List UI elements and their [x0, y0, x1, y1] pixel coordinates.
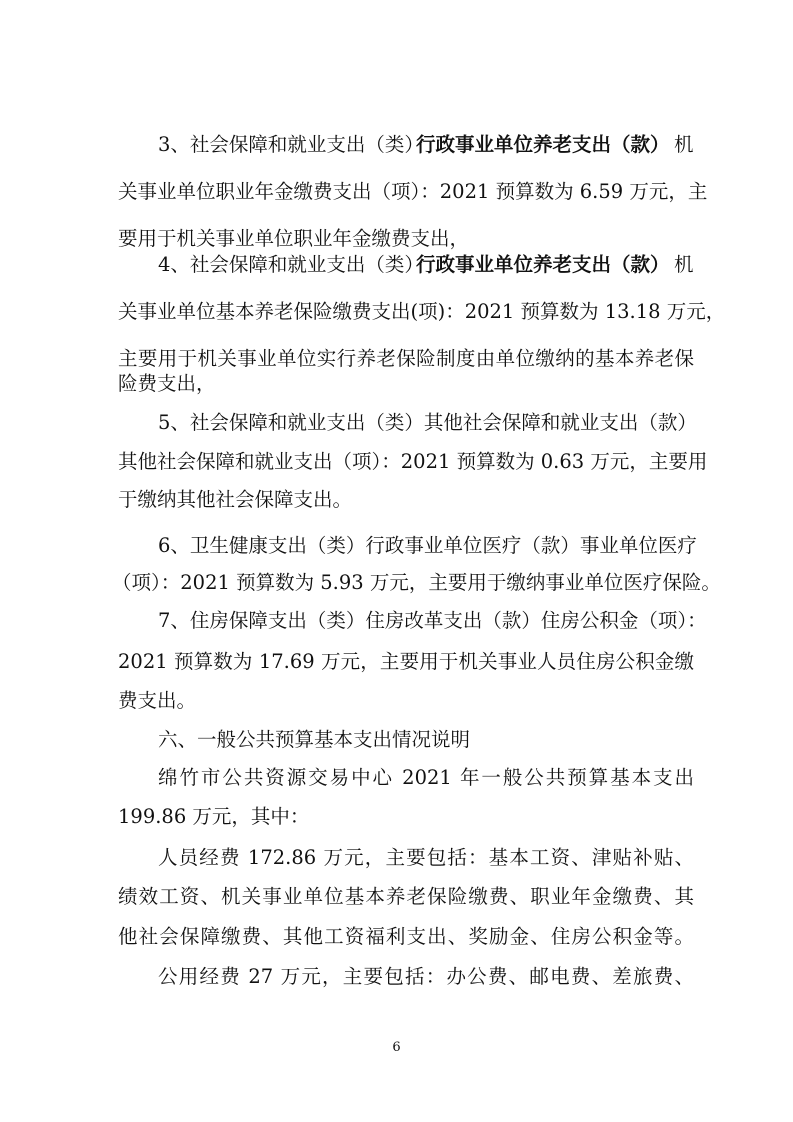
paragraph-7-line-2-text-1: 2021 预算数为 17.69 万元，主要用于机关事业人员住房公积金缴 — [118, 650, 694, 673]
paragraph-7-line-1 — [0, 601, 793, 641]
paragraph-6-line-2 — [0, 563, 793, 603]
paragraph-4-line-1 — [0, 245, 793, 285]
paragraph-3-line-1-text-1: 3、社会保障和就业支出（类） — [158, 133, 424, 156]
paragraph-4-line-1-text-3: 机 — [674, 253, 694, 276]
paragraph-6-line-2-text-1: （项）：2021 预算数为 5.93 万元，主要用于缴纳事业单位医疗保险。 — [112, 571, 721, 594]
paragraph-3-line-1-text-2: 行政事业单位养老支出（款） — [416, 133, 670, 156]
paragraph-5-line-2 — [0, 442, 793, 482]
paragraph-4-line-4-text-1: 险费支出， — [118, 372, 216, 395]
page-number: 6 — [392, 1040, 401, 1055]
paragraph-5-line-1 — [0, 403, 793, 443]
public-expense-line-1-text-1: 公用经费 27 万元，主要包括：办公费、邮电费、差旅费、 — [158, 965, 694, 988]
personnel-line-1 — [0, 838, 793, 878]
intro-line-2 — [0, 797, 793, 837]
personnel-line-2-text-1: 绩效工资、机关事业单位基本养老保险缴费、职业年金缴费、其 — [118, 885, 694, 908]
paragraph-7-line-2 — [0, 642, 793, 682]
paragraph-6-line-1 — [0, 526, 793, 566]
section-heading-text-1: 六、一般公共预算基本支出情况说明 — [158, 728, 471, 751]
paragraph-4-line-4 — [0, 364, 793, 404]
paragraph-5-line-2-text-1: 其他社会保障和就业支出（项）：2021 预算数为 0.63 万元，主要用 — [118, 450, 708, 473]
paragraph-4-line-1-text-1: 4、社会保障和就业支出（类） — [158, 253, 424, 276]
section-heading — [0, 720, 793, 760]
paragraph-3-line-2-text-1: 关事业单位职业年金缴费支出（项）：2021 预算数为 6.59 万元，主 — [118, 180, 708, 203]
paragraph-7-line-1-text-1: 7、住房保障支出（类）住房改革支出（款）住房公积金（项）： — [158, 609, 707, 632]
paragraph-3-line-3-text-1: 要用于机关事业单位职业年金缴费支出， — [118, 227, 470, 250]
paragraph-3-line-2 — [0, 172, 793, 212]
paragraph-4-line-2 — [0, 292, 793, 332]
personnel-line-1-text-1: 人员经费 172.86 万元，主要包括：基本工资、津贴补贴、 — [158, 846, 694, 869]
paragraph-4-line-2-text-1: 关事业单位基本养老保险缴费支出(项)：2021 预算数为 13.18 万元， — [118, 300, 726, 323]
paragraph-4-line-1-text-2: 行政事业单位养老支出（款） — [416, 253, 670, 276]
paragraph-7-line-3 — [0, 681, 793, 721]
paragraph-5-line-3-text-1: 于缴纳其他社会保障支出。 — [118, 488, 353, 511]
paragraph-7-line-3-text-1: 费支出。 — [118, 689, 197, 712]
paragraph-5-line-1-text-1: 5、社会保障和就业支出（类）其他社会保障和就业支出（款） — [158, 411, 697, 434]
intro-line-1 — [0, 758, 793, 798]
paragraph-4-line-3-text-1: 主要用于机关事业单位实行养老保险制度由单位缴纳的基本养老保 — [118, 347, 694, 370]
paragraph-5-line-3 — [0, 480, 793, 520]
public-expense-line-1 — [0, 957, 793, 997]
personnel-line-2 — [0, 877, 793, 917]
intro-line-1-text-1: 绵竹市公共资源交易中心 2021 年一般公共预算基本支出 — [158, 766, 694, 789]
paragraph-3-line-1-text-3: 机 — [674, 133, 694, 156]
personnel-line-3-text-1: 他社会保障缴费、其他工资福利支出、奖励金、住房公积金等。 — [118, 925, 694, 948]
intro-line-2-text-1: 199.86 万元，其中： — [118, 805, 310, 828]
paragraph-6-line-1-text-1: 6、卫生健康支出（类）行政事业单位医疗（款）事业单位医疗 — [158, 534, 697, 557]
paragraph-3-line-1 — [0, 125, 793, 165]
personnel-line-3 — [0, 917, 793, 957]
